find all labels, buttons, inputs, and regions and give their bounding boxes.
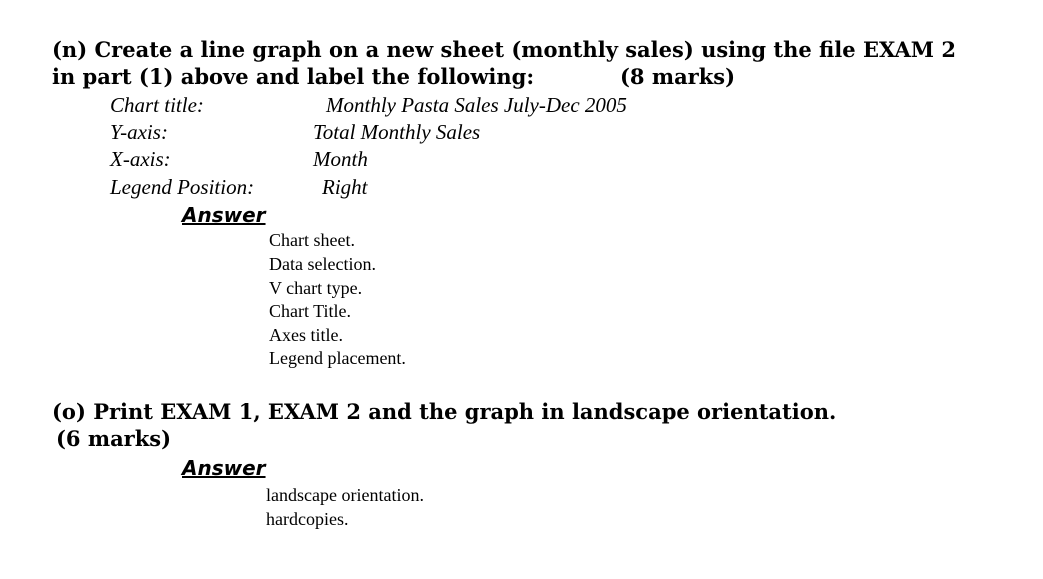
answer-item-chart-title: Chart Title.: [269, 301, 352, 321]
question-o-marks: (6 marks): [56, 426, 172, 451]
label-value-legend-position: Right: [322, 175, 368, 199]
answer-item-axes-title: Axes title.: [269, 325, 343, 345]
label-key-x-axis: X-axis:: [110, 147, 171, 171]
answer-item-chart-sheet: Chart sheet.: [269, 230, 355, 250]
answer-heading-n: Answer: [182, 203, 266, 227]
answer-item-data-selection: Data selection.: [269, 254, 376, 274]
label-value-x-axis: Month: [313, 147, 368, 171]
label-key-y-axis: Y-axis:: [110, 120, 168, 144]
answer-item-landscape-orientation: landscape orientation.: [266, 485, 424, 505]
label-value-chart-title: Monthly Pasta Sales July-Dec 2005: [326, 93, 627, 117]
label-value-y-axis: Total Monthly Sales: [313, 120, 481, 144]
question-n-marks: (8 marks): [620, 64, 736, 89]
question-n-line-2: in part (1) above and label the following:: [52, 64, 535, 89]
answer-heading-o: Answer: [182, 456, 266, 480]
answer-item-hardcopies: hardcopies.: [266, 509, 349, 529]
question-n-line-1: (n) Create a line graph on a new sheet (monthly sales) using the file EXAM 2: [52, 37, 956, 62]
answer-item-legend-placement: Legend placement.: [269, 348, 406, 368]
label-key-chart-title: Chart title:: [110, 93, 204, 117]
question-o-line-1: (o) Print EXAM 1, EXAM 2 and the graph in landscape orientation.: [52, 399, 837, 424]
answer-item-chart-type: V chart type.: [269, 278, 363, 298]
label-key-legend-position: Legend Position:: [110, 175, 255, 199]
